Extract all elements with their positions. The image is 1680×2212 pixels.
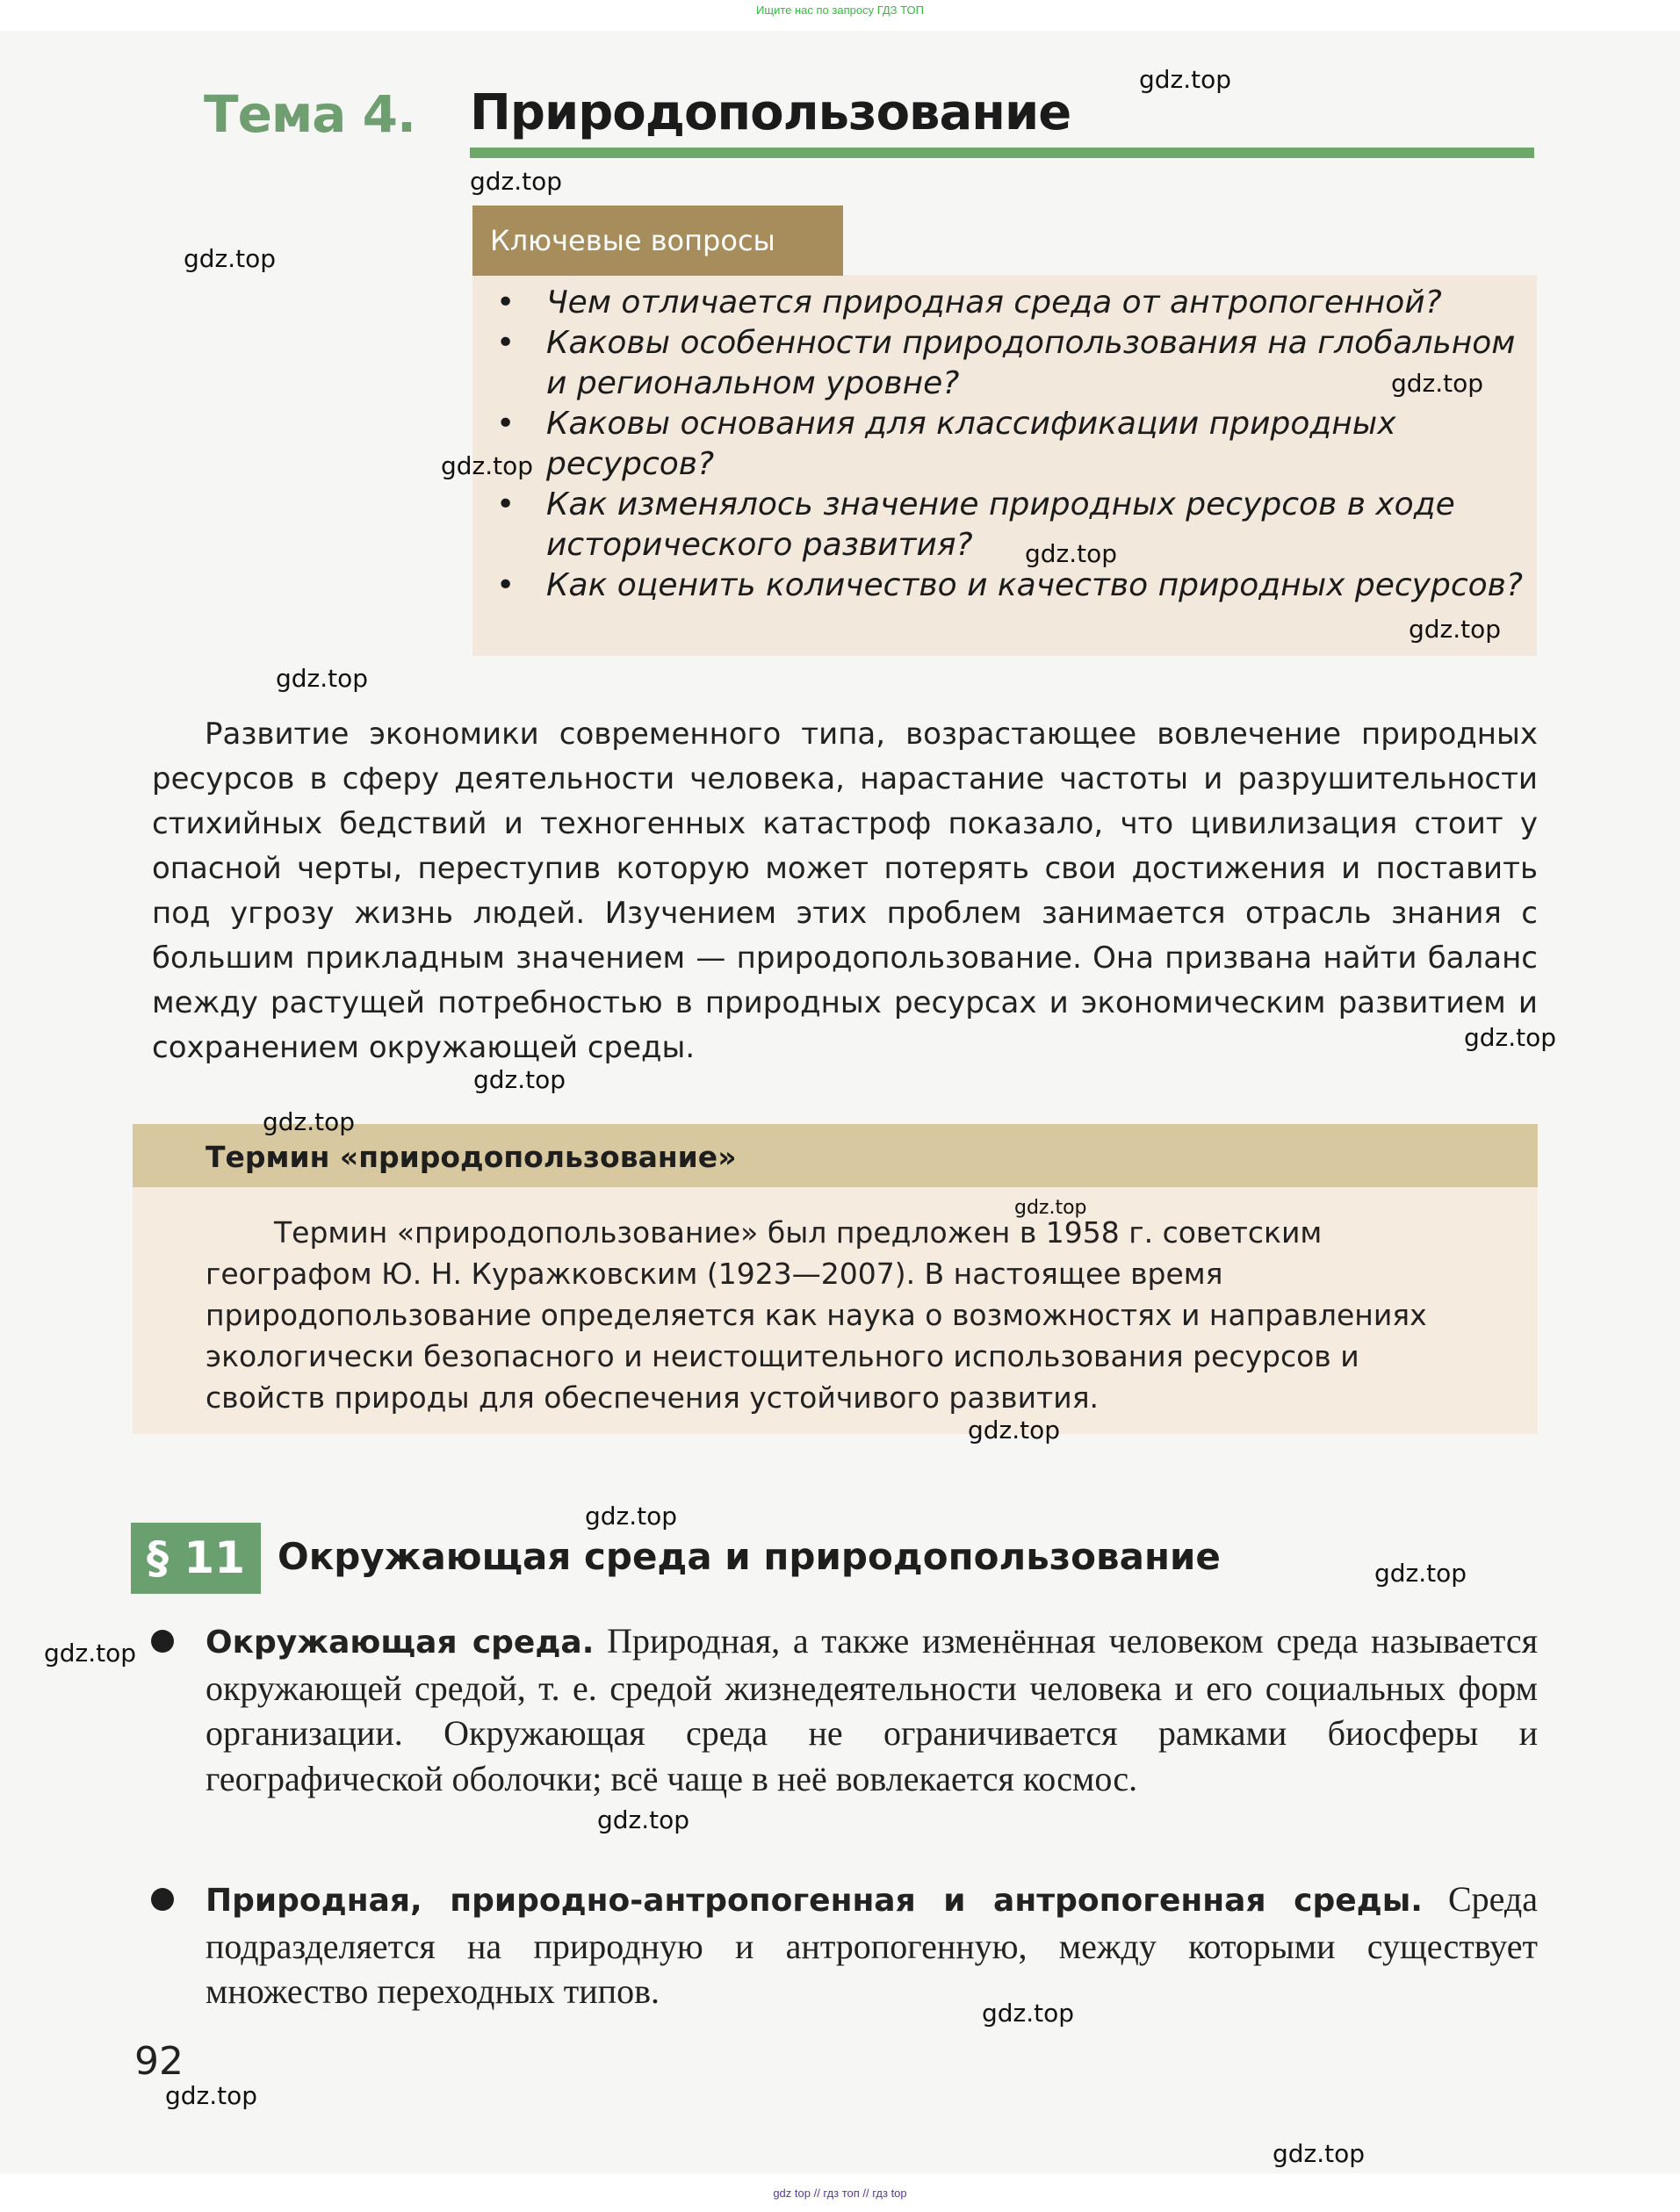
bottom-footer-note: gdz top // гдз топ // гдз top — [773, 2187, 907, 2200]
watermark: gdz.top — [1464, 1023, 1557, 1052]
key-question — [496, 566, 1524, 606]
watermark: gdz.top — [1273, 2139, 1366, 2168]
bullet-icon — [151, 1888, 174, 1911]
term-box-title: Термин «природопользование» — [205, 1140, 737, 1174]
bullet-icon: • — [496, 285, 516, 321]
key-question-text: Каковы основания для классификации природных ресурсов? — [546, 406, 1396, 482]
section-badge: § 11 — [131, 1523, 261, 1594]
key-question-text: Как изменялось значение природных ресурсов в ходе исторического развития? — [546, 486, 1455, 563]
watermark: gdz.top — [585, 1502, 678, 1531]
section-title: Окружающая среда и природопользование — [278, 1535, 1221, 1578]
bullet-icon: • — [496, 325, 516, 361]
term-box-text: Термин «природопользование» был предложен в 1958 г. советским географом Ю. Н. Куражковским (1923—2007). В настоящее время природопользование определяется как наука о возможностях и направлениях экологически безопасного и неистощительного использования ресурсов и свойств природы для обеспечения устойчивого развития. — [205, 1215, 1427, 1415]
page-number: 92 — [134, 2039, 184, 2084]
top-banner-note: Ищите нас по запросу ГДЗ ТОП — [756, 4, 924, 17]
watermark: gdz.top — [1014, 1197, 1087, 1219]
key-question-text: Как оценить количество и качество природных ресурсов? — [546, 567, 1523, 603]
key-question-text: Чем отличается природная среда от антропогенной? — [546, 285, 1442, 321]
watermark: gdz.top — [1139, 65, 1232, 94]
topic-title: Природопользование — [470, 84, 1071, 141]
watermark: gdz.top — [1409, 615, 1502, 644]
watermark: gdz.top — [276, 664, 369, 693]
key-question — [496, 283, 1524, 323]
watermark: gdz.top — [473, 1065, 566, 1094]
section-item-text: Среда подразделяется на природную и антропогенную, между которыми существует множество переходных типов. — [205, 1879, 1539, 2011]
title-divider — [470, 148, 1534, 158]
topic-label: Тема 4. — [204, 84, 416, 144]
watermark: gdz.top — [1025, 539, 1118, 568]
key-question-text: Каковы особенности природопользования на глобальном и региональном уровне? — [546, 325, 1516, 401]
key-question — [496, 323, 1524, 404]
watermark: gdz.top — [968, 1416, 1061, 1445]
section-item — [205, 1877, 1538, 2014]
watermark: gdz.top — [184, 244, 277, 273]
section-item-term: Природная, природно-антропогенная и антропогенная среды. — [205, 1883, 1423, 1919]
watermark: gdz.top — [1391, 369, 1484, 398]
key-questions-title: Ключевые вопросы — [472, 205, 843, 276]
key-question — [496, 485, 1524, 566]
watermark: gdz.top — [597, 1805, 690, 1834]
watermark: gdz.top — [165, 2081, 258, 2110]
bullet-icon — [151, 1630, 174, 1653]
bullet-icon: • — [496, 486, 516, 522]
bullet-icon: • — [496, 567, 516, 603]
key-question — [496, 404, 1524, 485]
watermark: gdz.top — [982, 1999, 1075, 2028]
watermark: gdz.top — [441, 451, 534, 480]
intro-paragraph: Развитие экономики современного типа, возрастающее вовлечение природных ресурсов в сферу деятельности человека, нарастание частоты и разрушительности стихийных бедствий и техногенных катастроф показало, что цивилизация стоит у опасной черты, переступив которую может потерять свои достижения и поставить под угрозу жизнь людей. Изучением этих проблем занимается отрасль знания с большим прикладным значением — природопользование. Она призвана найти баланс между растущей потребностью в природных ресурсах и экономическим развитием и сохранением окружающей среды. — [152, 717, 1538, 1065]
watermark: gdz.top — [1374, 1559, 1467, 1588]
bullet-icon: • — [496, 406, 516, 442]
section-item-text: Природная, а также изменённая человеком среда называется окружающей средой, т. е. средой жизнедеятельности человека и его социальных форм организации. Окружающая среда не ограничивается рамками биосферы и географической оболочки; всё чаще в неё вовлекается космос. — [205, 1621, 1538, 1798]
key-questions-list — [496, 283, 1524, 606]
section-item-term: Окружающая среда. — [205, 1625, 595, 1661]
section-item — [205, 1618, 1538, 1801]
watermark: gdz.top — [470, 167, 563, 196]
watermark: gdz.top — [263, 1107, 356, 1136]
watermark: gdz.top — [44, 1639, 137, 1668]
